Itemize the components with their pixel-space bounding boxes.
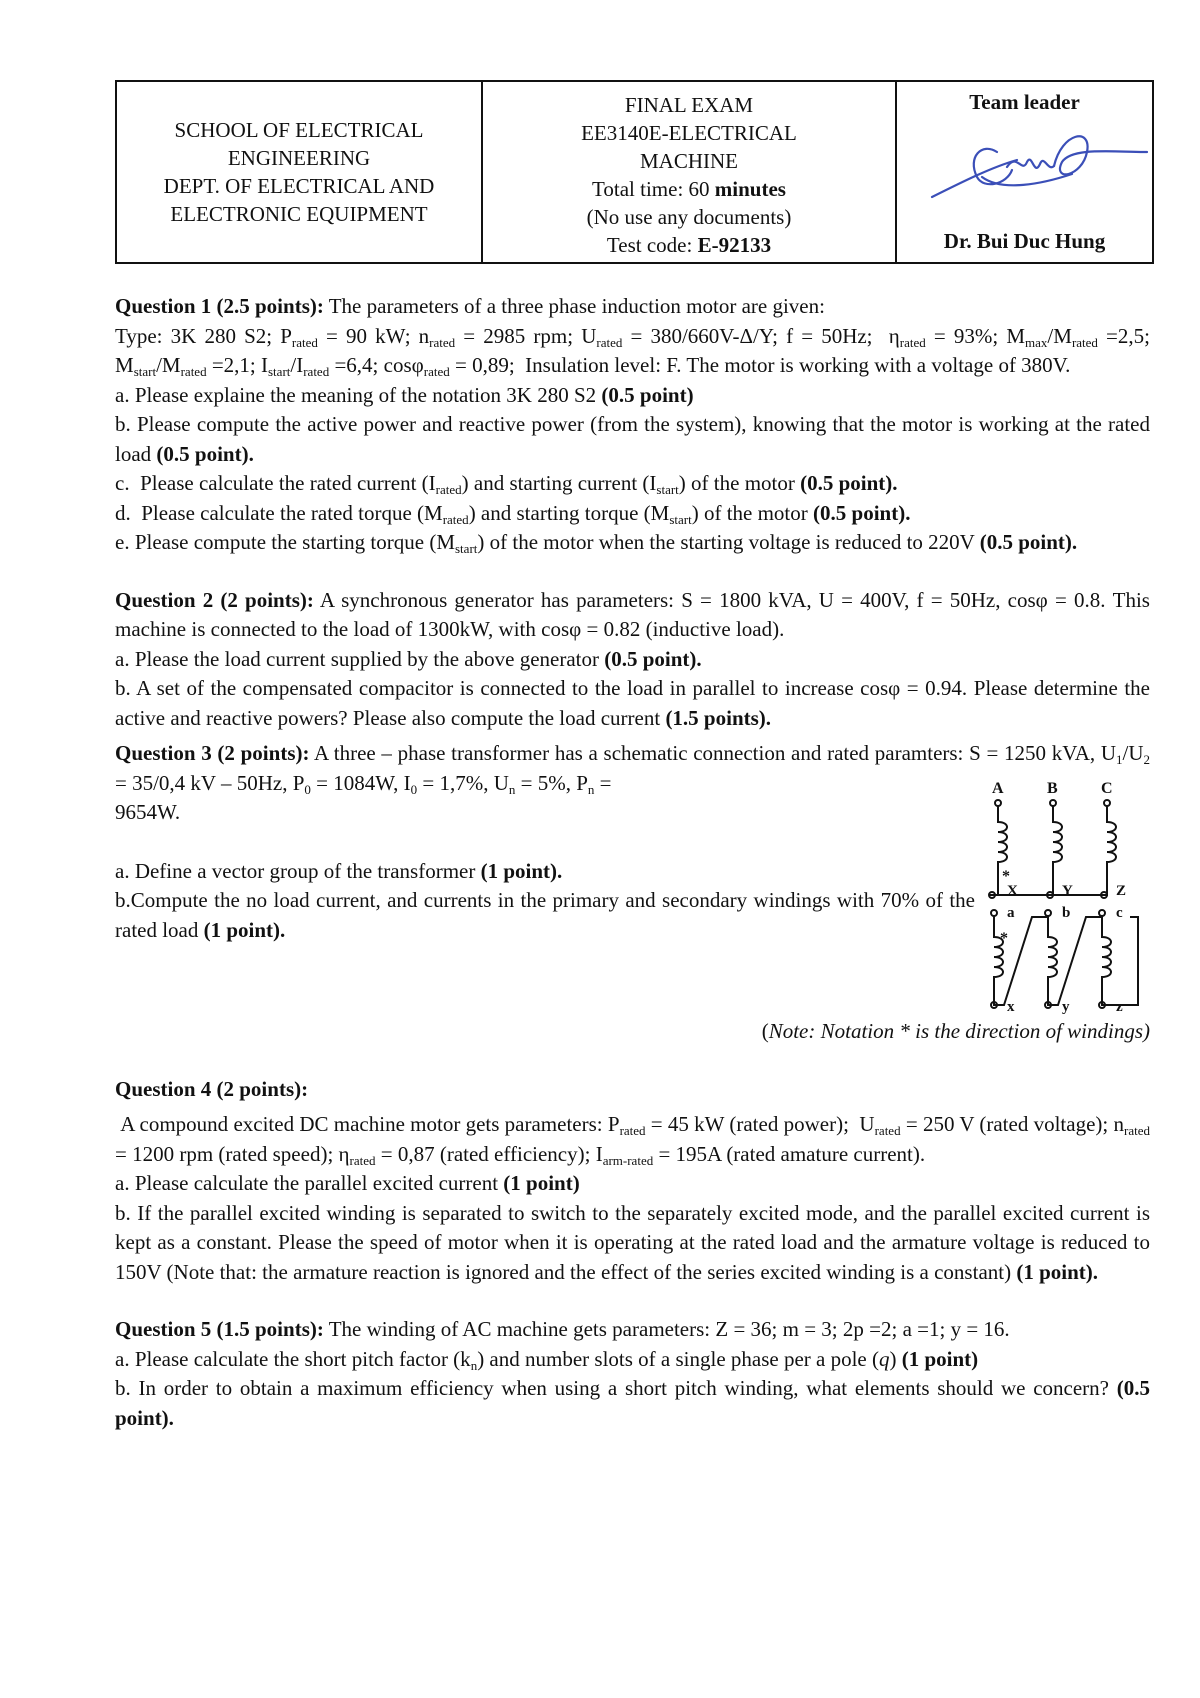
terminal-y: y xyxy=(1062,999,1070,1015)
question-1b: b. Please compute the active power and reactive power (from the system), knowing that the motor is working at the rated load (0.5 point). xyxy=(115,412,1150,466)
question-2-title: Question 2 (2 points): xyxy=(115,587,314,612)
question-1a: a. Please explaine the meaning of the notation 3K 280 S2 (0.5 point) xyxy=(115,382,694,407)
question-2a: a. Please the load current supplied by the above generator (0.5 point). xyxy=(115,646,702,671)
schematic-note: (Note: Notation * is the direction of windings) xyxy=(761,1019,1150,1043)
question-4a: a. Please calculate the parallel excited current (1 point) xyxy=(115,1171,580,1195)
question-1: Question 1 (2.5 points): The parameters of a three phase induction motor are given: Type: 3K 280 S2; $P_{rated} = 90$ kW; $n_{rated} = 2985$ rpm; $U_{rated} = 380/660V-\Delta/Y$; f = 50Hz; $\eta_{rated} = 93\%$; $M_{max}/M_{rated} =2,5$; $M_{start}/M_{rated} =2,1$; $I_{start}/I_{rated} =6,4$; cosφ$_{rated}$ = 0,89; Insulation level: F. The motor is working with a voltage of 380V. a. Please explaine the meaning of the notation 3K 280 S2 (0.5 point) b. Please compute the active power and reactive power (from the system), knowing that the motor is working at the rated load (0.5 point). c. Please calculate the rated current $(I_{rated})$ and starting current $(I_{start})$ of the motor (0.5 point). d. Please calculate the rated torque $(M_{rated})$ and starting torque $(M_{start})$ of the motor (0.5 point). e. Please compute the starting torque $(M_{start})$ of the motor when the starting voltage is reduced to 220V (0.5 point). xyxy=(115,294,1150,556)
terminal-A: A xyxy=(992,780,1004,797)
transformer-schematic xyxy=(980,777,1150,1017)
question-4 xyxy=(115,1075,1150,1288)
exam-header xyxy=(115,80,1154,264)
question-3b: b.Compute the no load current, and currents in the primary and secondary windings with 70% of the rated load (1 point). xyxy=(115,888,975,942)
team-leader-label: Team leader xyxy=(969,90,1080,114)
team-leader-name: Dr. Bui Duc Hung xyxy=(943,229,1106,253)
exam-page xyxy=(115,80,1150,1433)
question-1c: c. Please calculate the rated current $(I_{rated})$ and starting current $(I_{start})$ of the motor (0.5 point). xyxy=(115,471,898,497)
terminal-B: B xyxy=(1047,780,1058,797)
terminal-b: b xyxy=(1062,905,1071,921)
no-documents-note: (No use any documents) xyxy=(586,205,792,229)
question-4-title: Question 4 (2 points): xyxy=(115,1076,309,1101)
question-5: Question 5 (1.5 points): The winding of AC machine gets parameters: Z = 36; m = 3; 2p =2; a =1; y = 16. a. Please calculate the short pitch factor $(k_n)$ and number slots of a single phase per a pole (q) (1 point) b. In order to obtain a maximum efficiency when using a short pitch winding, what elements should we concern? (0.5 point). xyxy=(115,1315,1150,1433)
question-3-title: Question 3 (2 points): xyxy=(115,741,310,765)
school-cell xyxy=(116,81,482,263)
primary-star: * xyxy=(1002,868,1010,885)
terminal-z: z xyxy=(1116,999,1123,1015)
question-4b: b. If the parallel excited winding is separated to switch to the separately excited mode, and the parallel excited current is kept as a constant. Please the speed of motor when it is operating at the rated load and the armature voltage is reduced to 150V (Note that: the armature reaction is ignored and the effect of the series excited winding is a constant) (1 point). xyxy=(115,1200,1150,1284)
question-5a: a. Please calculate the short pitch factor $(k_n)$ and number slots of a single phase per a pole (q) (1 point) xyxy=(115,1346,979,1373)
school-line: SCHOOL OF ELECTRICAL xyxy=(174,118,424,142)
question-5b: b. In order to obtain a maximum efficiency when using a short pitch winding, what elements should we concern? (0.5 point). xyxy=(115,1376,1150,1430)
terminal-Y: Y xyxy=(1062,883,1073,899)
total-time: Total time: 60 minutes xyxy=(592,177,786,201)
exam-info-cell xyxy=(482,81,896,263)
terminal-C: C xyxy=(1101,780,1113,797)
question-4-parameters: A compound excited DC machine motor gets parameters: $P_{rated} = 45$ kW (rated power); $U_{rated} = 250$ V (rated voltage); $n_{rated} = 1200$ rpm (rated speed); $\eta_{rated} = 0,87$ (rated efficiency); $I_{arm-rated} = 195A$ (rated amature current). xyxy=(115,1112,1150,1168)
question-2b: b. A set of the compensated compacitor is connected to the load in parallel to increase cosφ = 0.94. Please determine the active and reactive powers? Please also compute the load current (1.5 points). xyxy=(115,676,1150,730)
team-leader-cell xyxy=(896,81,1153,263)
school-line: ENGINEERING xyxy=(227,146,371,170)
exam-title-line: FINAL EXAM xyxy=(624,93,754,117)
question-1-title: Question 1 (2.5 points): xyxy=(115,294,324,318)
terminal-c: c xyxy=(1116,905,1123,921)
question-3: Question 3 (2 points): A three – phase transformer has a schematic connection and rated paramters: S = 1250 kVA, $U_1/U_2 = 35/0,4$ kV – 50Hz, $P_0 = 1084W$, $I_0 = 1,7\%$, $U_n = 5\%$, $P_n$ = 9654W. a. Define a vector group of the transformer (1 point). b.Compute the no load current, and currents in the primary and secondary windings with 70% of the rated load (1 point). (Note: Notation * is the direction of windings) A B C X Y Z a b c x y z * * xyxy=(115,739,1150,1047)
question-1d: d. Please calculate the rated torque $(M_{rated})$ and starting torque $(M_{start})$ of the motor (0.5 point). xyxy=(115,500,911,527)
signature-icon xyxy=(922,122,1152,212)
question-3a: a. Define a vector group of the transformer (1 point). xyxy=(115,858,563,883)
question-1-parameters: Type: 3K 280 S2; $P_{rated} = 90$ kW; $n_{rated} = 2985$ rpm; $U_{rated} = 380/660V-\Delta/Y$; f = 50Hz; $\eta_{rated} = 93\%$; $M_{max}/M_{rated} =2,5$; $M_{start}/M_{rated} =2,1$; $I_{start}/I_{rated} =6,4$; cosφ$_{rated}$ = 0,89; Insulation level: F. The motor is working with a voltage of 380V. xyxy=(115,323,1150,379)
exam-title-line: MACHINE xyxy=(640,149,738,173)
terminal-a: a xyxy=(1007,905,1015,921)
terminal-X: X xyxy=(1007,883,1018,899)
secondary-star: * xyxy=(1000,930,1008,947)
dept-line: DEPT. OF ELECTRICAL AND xyxy=(163,174,435,198)
terminal-Z: Z xyxy=(1116,883,1127,899)
question-5-title: Question 5 (1.5 points): xyxy=(115,1317,324,1341)
dept-line: ELECTRONIC EQUIPMENT xyxy=(170,202,428,226)
question-1e: e. Please compute the starting torque $(M_{start})$ of the motor when the starting voltage is reduced to 220V (0.5 point). xyxy=(115,530,1078,556)
exam-title-line: EE3140E-ELECTRICAL xyxy=(581,121,797,145)
terminal-x: x xyxy=(1007,999,1015,1015)
question-2: Question 2 (2 points): A synchronous generator has parameters: S = 1800 kVA, U = 400V, f = 50Hz, cosφ = 0.8. This machine is connected to the load of 1300kW, with cosφ = 0.82 (inductive load). a. Please the load current supplied by the above generator (0.5 point). b. A set of the compensated compacitor is connected to the load in parallel to increase cosφ = 0.94. Please determine the active and reactive powers? Please also compute the load current (1.5 points). xyxy=(115,586,1150,734)
test-code: Test code: E-92133 xyxy=(606,233,772,257)
